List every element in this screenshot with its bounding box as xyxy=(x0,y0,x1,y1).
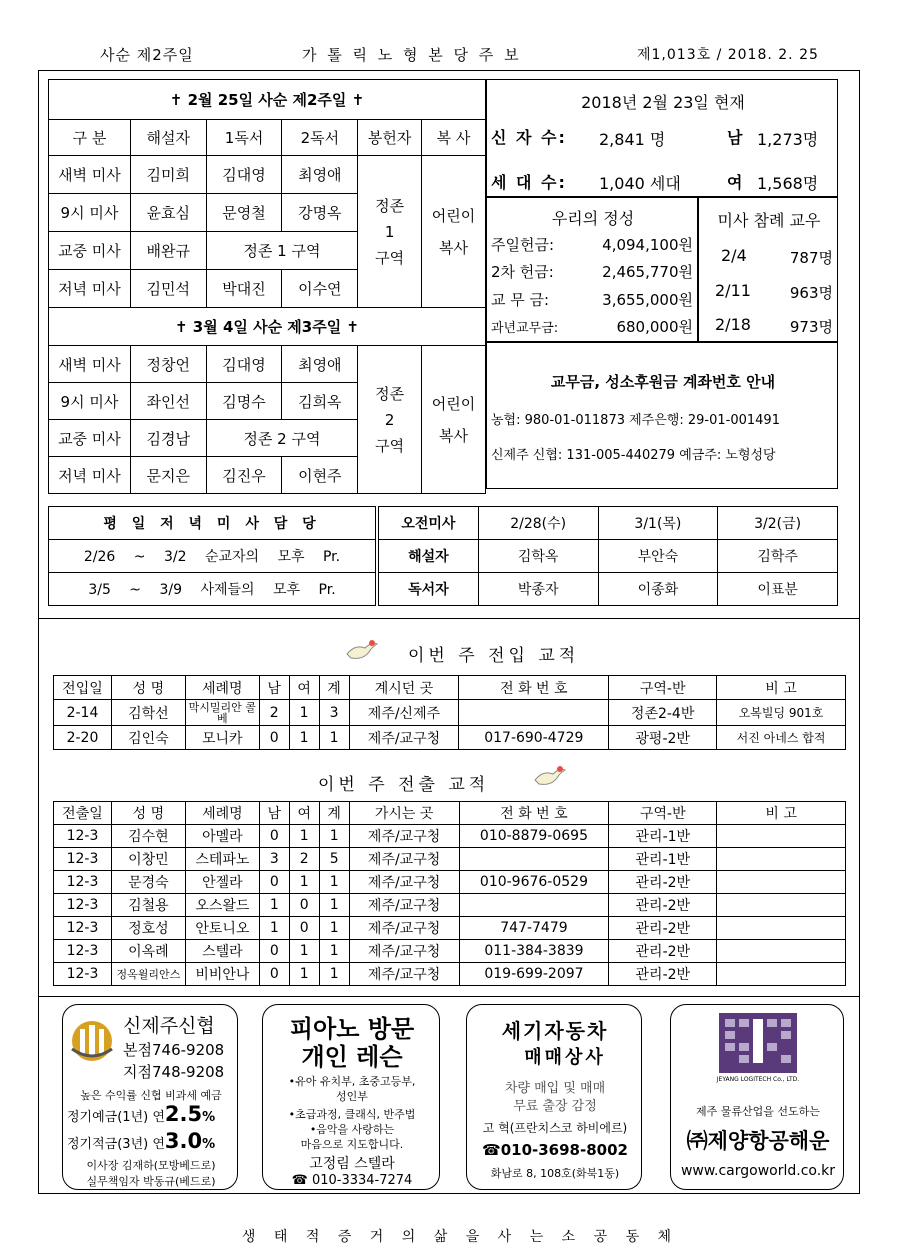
col-header: 계시던 곳 xyxy=(349,676,459,700)
mass-name: 9시 미사 xyxy=(49,383,131,420)
commentator: 배완규 xyxy=(130,232,206,270)
col-header: 1독서 xyxy=(206,120,282,156)
offering-title: 우리의 정성 xyxy=(551,209,635,228)
reader-label: 독서자 xyxy=(379,573,479,606)
morning-date: 3/1(목) xyxy=(598,507,718,540)
reader2: 이현주 xyxy=(282,457,358,494)
offering-value: 4,094,100원 xyxy=(602,236,693,254)
female-count: 1,568명 xyxy=(757,174,819,193)
piano-line: 성인부 xyxy=(336,1090,368,1103)
mass-name: 저녁 미사 xyxy=(49,270,131,308)
car-owner: 고 혁(프란치스코 하비에르) xyxy=(482,1121,628,1135)
car-title2: 매매상사 xyxy=(524,1047,606,1068)
morning-date: 2/28(수) xyxy=(478,507,598,540)
col-header: 구 분 xyxy=(49,120,131,156)
schedule1-title: ✝ 2월 25일 사순 제2주일 ✝ xyxy=(49,80,486,120)
col-header: 전 화 번 호 xyxy=(459,676,609,700)
female-label: 여 xyxy=(727,173,743,192)
reader1: 김진우 xyxy=(206,457,282,494)
membership-stats xyxy=(486,79,838,197)
mass-name: 9시 미사 xyxy=(49,194,131,232)
piano-phone: ☎ 010-3334-7274 xyxy=(291,1173,413,1188)
piano-title2: 개인 레슨 xyxy=(301,1043,403,1071)
offering-value: 680,000원 xyxy=(616,318,693,336)
credit-union-ceo: 이사장 김재하(모방베드로) xyxy=(86,1159,216,1172)
shipping-url: www.cargoworld.co.kr xyxy=(680,1163,836,1179)
table-row: 12-3 이창민 스테파노 3 2 5 제주/교구청 관리-1반 xyxy=(54,848,846,871)
shipping-ad xyxy=(670,1004,844,1190)
table-row: 12-3 김수현 아멜라 0 1 1 제주/교구청 010-8879-0695 관리-1반 xyxy=(54,825,846,848)
moved-out-title: 이번 주 전출 교적 xyxy=(318,775,490,795)
offering-group: 정존 2 구역 xyxy=(358,346,422,494)
weekday-row: 3/5 ~ 3/9 사제들의 모후 Pr. xyxy=(49,573,376,606)
credit-union-rate2: 정기적금(3년) 연3.0% xyxy=(67,1129,216,1153)
credit-union-desc: 높은 수익률 신협 비과세 예금 xyxy=(80,1089,222,1102)
col-header: 남 xyxy=(259,676,289,700)
car-dealer-ad xyxy=(466,1004,642,1190)
table-row: 12-3 정호성 안토니오 1 0 1 제주/교구청 747-7479 관리-2반 xyxy=(54,917,846,940)
mass-name: 교중 미사 xyxy=(49,232,131,270)
mass-name: 새벽 미사 xyxy=(49,346,131,383)
col-header: 가시는 곳 xyxy=(349,802,459,825)
households-label: 세 대 수: xyxy=(491,173,567,192)
piano-teacher: 고정림 스텔라 xyxy=(309,1156,395,1172)
reader2: 최영애 xyxy=(282,346,358,383)
piano-line: •유아 유치부, 초중고등부, xyxy=(288,1075,416,1088)
offering-label: 주일헌금: xyxy=(491,236,555,254)
credit-union-manager: 실무책임자 박동규(베드로) xyxy=(86,1175,216,1188)
commentator: 부안숙 xyxy=(598,540,718,573)
col-header: 계 xyxy=(319,802,349,825)
attendance-count: 963명 xyxy=(789,284,833,302)
households-count: 1,040 세대 xyxy=(599,174,681,193)
col-header: 복 사 xyxy=(422,120,486,156)
reader2: 최영애 xyxy=(282,156,358,194)
shipping-name: ㈜제양항공해운 xyxy=(686,1129,830,1153)
commentator: 김학옥 xyxy=(478,540,598,573)
mass-name: 저녁 미사 xyxy=(49,457,131,494)
offering-box xyxy=(486,197,698,342)
col-header: 계 xyxy=(319,676,349,700)
col-header: 구역-반 xyxy=(609,676,717,700)
attendance-date: 2/18 xyxy=(715,315,751,334)
piano-title1: 피아노 방문 xyxy=(289,1015,415,1043)
credit-union-main: 본점746-9208 xyxy=(123,1041,225,1059)
header-issue: 제1,013호 / 2018. 2. 25 xyxy=(637,47,819,63)
offering-label: 2차 헌금: xyxy=(491,263,554,281)
commentator-label: 해설자 xyxy=(379,540,479,573)
attendance-box xyxy=(698,197,838,342)
reader2: 김희옥 xyxy=(282,383,358,420)
header-title: 가 톨 릭 노 형 본 당 주 보 xyxy=(302,46,522,64)
credit-union-ad xyxy=(62,1004,238,1190)
attendance-date: 2/4 xyxy=(721,246,747,265)
car-line: 무료 출장 감정 xyxy=(513,1099,597,1114)
col-header: 해설자 xyxy=(130,120,206,156)
col-header: 여 xyxy=(289,676,319,700)
commentator: 김미희 xyxy=(130,156,206,194)
commentator: 김학주 xyxy=(718,540,838,573)
morning-date: 3/2(금) xyxy=(718,507,838,540)
offering-value: 2,465,770원 xyxy=(602,263,693,281)
mass-name: 교중 미사 xyxy=(49,420,131,457)
weekday-title: 평 일 저 녁 미 사 담 당 xyxy=(49,507,376,540)
car-title1: 세기자동차 xyxy=(501,1019,609,1043)
mass-name: 새벽 미사 xyxy=(49,156,131,194)
reader: 이표분 xyxy=(718,573,838,606)
reader1: 문영철 xyxy=(206,194,282,232)
server-group: 어린이 복사 xyxy=(422,346,486,494)
piano-ad xyxy=(262,1004,440,1190)
car-phone: ☎010-3698-8002 xyxy=(482,1141,628,1159)
stats-title: 2018년 2월 23일 현재 xyxy=(581,93,745,112)
table-row: 12-3 이옥례 스텔라 0 1 1 제주/교구청 011-384-3839 관리-2반 xyxy=(54,940,846,963)
reader: 이종화 xyxy=(598,573,718,606)
schedule2-title: ✝ 3월 4일 사순 제3주일 ✝ xyxy=(49,308,486,346)
attendance-count: 787명 xyxy=(789,249,833,267)
reader1: 김대영 xyxy=(206,346,282,383)
table-row: 12-3 정옥윌리안스 비비안나 0 1 1 제주/교구청 019-699-2097 관리-2반 xyxy=(54,963,846,986)
commentator: 김민석 xyxy=(130,270,206,308)
weekday-row: 2/26 ~ 3/2 순교자의 모후 Pr. xyxy=(49,540,376,573)
believers-count: 2,841 명 xyxy=(599,130,666,149)
col-header: 전출일 xyxy=(54,802,112,825)
credit-union-name: 신제주신협 xyxy=(123,1015,215,1037)
col-header: 비 고 xyxy=(717,676,846,700)
reader1: 김대영 xyxy=(206,156,282,194)
server-group: 어린이 복사 xyxy=(422,156,486,308)
footer-motto: 생 태 적 증 거 의 삶 을 사 는 소 공 동 체 xyxy=(241,1229,679,1245)
accounts-box xyxy=(486,342,838,489)
male-count: 1,273명 xyxy=(757,130,819,149)
dove-icon xyxy=(345,636,381,668)
car-address: 화남로 8, 108호(화북1동) xyxy=(490,1167,620,1180)
table-row: 12-3 김철용 오스왈드 1 0 1 제주/교구청 관리-2반 xyxy=(54,894,846,917)
piano-line: 마음으로 지도합니다. xyxy=(300,1138,404,1151)
col-header: 봉헌자 xyxy=(358,120,422,156)
commentator: 윤효심 xyxy=(130,194,206,232)
moved-out-table xyxy=(53,801,846,986)
col-header: 세례명 xyxy=(185,802,259,825)
schedule-table xyxy=(48,79,486,494)
offering-label: 교 무 금: xyxy=(491,291,550,309)
col-header: 남 xyxy=(259,802,289,825)
offering-label: 과년교무금: xyxy=(491,321,559,336)
table-row: 2-20 김인숙 모니카 0 1 1 제주/교구청 017-690-4729 광평-2반 서진 아네스 합적 xyxy=(54,726,846,750)
weekday-table xyxy=(48,506,376,606)
divider xyxy=(38,618,860,619)
shipping-slogan: 제주 물류산업을 선도하는 xyxy=(696,1105,820,1118)
col-header: 2독서 xyxy=(282,120,358,156)
accounts-line2: 신제주 신협: 131-005-440279 예금주: 노형성당 xyxy=(491,448,776,463)
divider xyxy=(38,996,860,997)
attendance-title: 미사 참례 교우 xyxy=(717,211,821,230)
commentator: 정창언 xyxy=(130,346,206,383)
moved-in-title: 이번 주 전입 교적 xyxy=(408,646,580,666)
commentator: 좌인선 xyxy=(130,383,206,420)
offering-value: 3,655,000원 xyxy=(602,291,693,309)
reader: 박종자 xyxy=(478,573,598,606)
believers-label: 신 자 수: xyxy=(491,128,567,147)
moved-in-table xyxy=(53,675,846,750)
col-header: 비 고 xyxy=(717,802,846,825)
offering-group: 정존 1 구역 xyxy=(358,156,422,308)
shipping-logo-text: JEYANG LOGITECH Co., LTD. xyxy=(716,1076,800,1083)
col-header: 전 화 번 호 xyxy=(459,802,609,825)
piano-line: •초급과정, 클래식, 반주법 xyxy=(288,1108,416,1121)
col-header: 여 xyxy=(289,802,319,825)
car-line: 차량 매입 및 매매 xyxy=(504,1081,606,1096)
table-row: 12-3 문경숙 안젤라 0 1 1 제주/교구청 010-9676-0529 관리-2반 xyxy=(54,871,846,894)
reader1: 박대진 xyxy=(206,270,282,308)
col-header: 성 명 xyxy=(111,802,185,825)
col-header: 성 명 xyxy=(111,676,185,700)
col-header: 전입일 xyxy=(54,676,112,700)
header-week: 사순 제2주일 xyxy=(100,46,194,64)
reader1: 김명수 xyxy=(206,383,282,420)
readers-group: 정존 2 구역 xyxy=(206,420,358,457)
dove-icon xyxy=(533,762,569,794)
table-row: 2-14 김학선 막시밀리안 콜 베 2 1 3 제주/신제주 정존2-4반 오복빌딩 901호 xyxy=(54,700,846,726)
col-header: 세례명 xyxy=(185,676,259,700)
piano-line: •음악을 사랑하는 xyxy=(309,1123,395,1136)
attendance-date: 2/11 xyxy=(715,281,751,300)
accounts-title: 교무금, 성소후원금 계좌번호 안내 xyxy=(550,373,776,391)
reader2: 이수연 xyxy=(282,270,358,308)
male-label: 남 xyxy=(727,128,743,147)
readers-group: 정존 1 구역 xyxy=(206,232,358,270)
morning-table xyxy=(378,506,838,606)
attendance-count: 973명 xyxy=(789,318,833,336)
col-header: 구역-반 xyxy=(609,802,717,825)
commentator: 문지은 xyxy=(130,457,206,494)
commentator: 김경남 xyxy=(130,420,206,457)
morning-title: 오전미사 xyxy=(379,507,479,540)
accounts-line1: 농협: 980-01-011873 제주은행: 29-01-001491 xyxy=(491,413,780,428)
reader2: 강명옥 xyxy=(282,194,358,232)
credit-union-branch: 지점748-9208 xyxy=(123,1063,225,1081)
credit-union-logo-icon xyxy=(67,1019,117,1067)
credit-union-rate1: 정기예금(1년) 연2.5% xyxy=(67,1102,216,1126)
